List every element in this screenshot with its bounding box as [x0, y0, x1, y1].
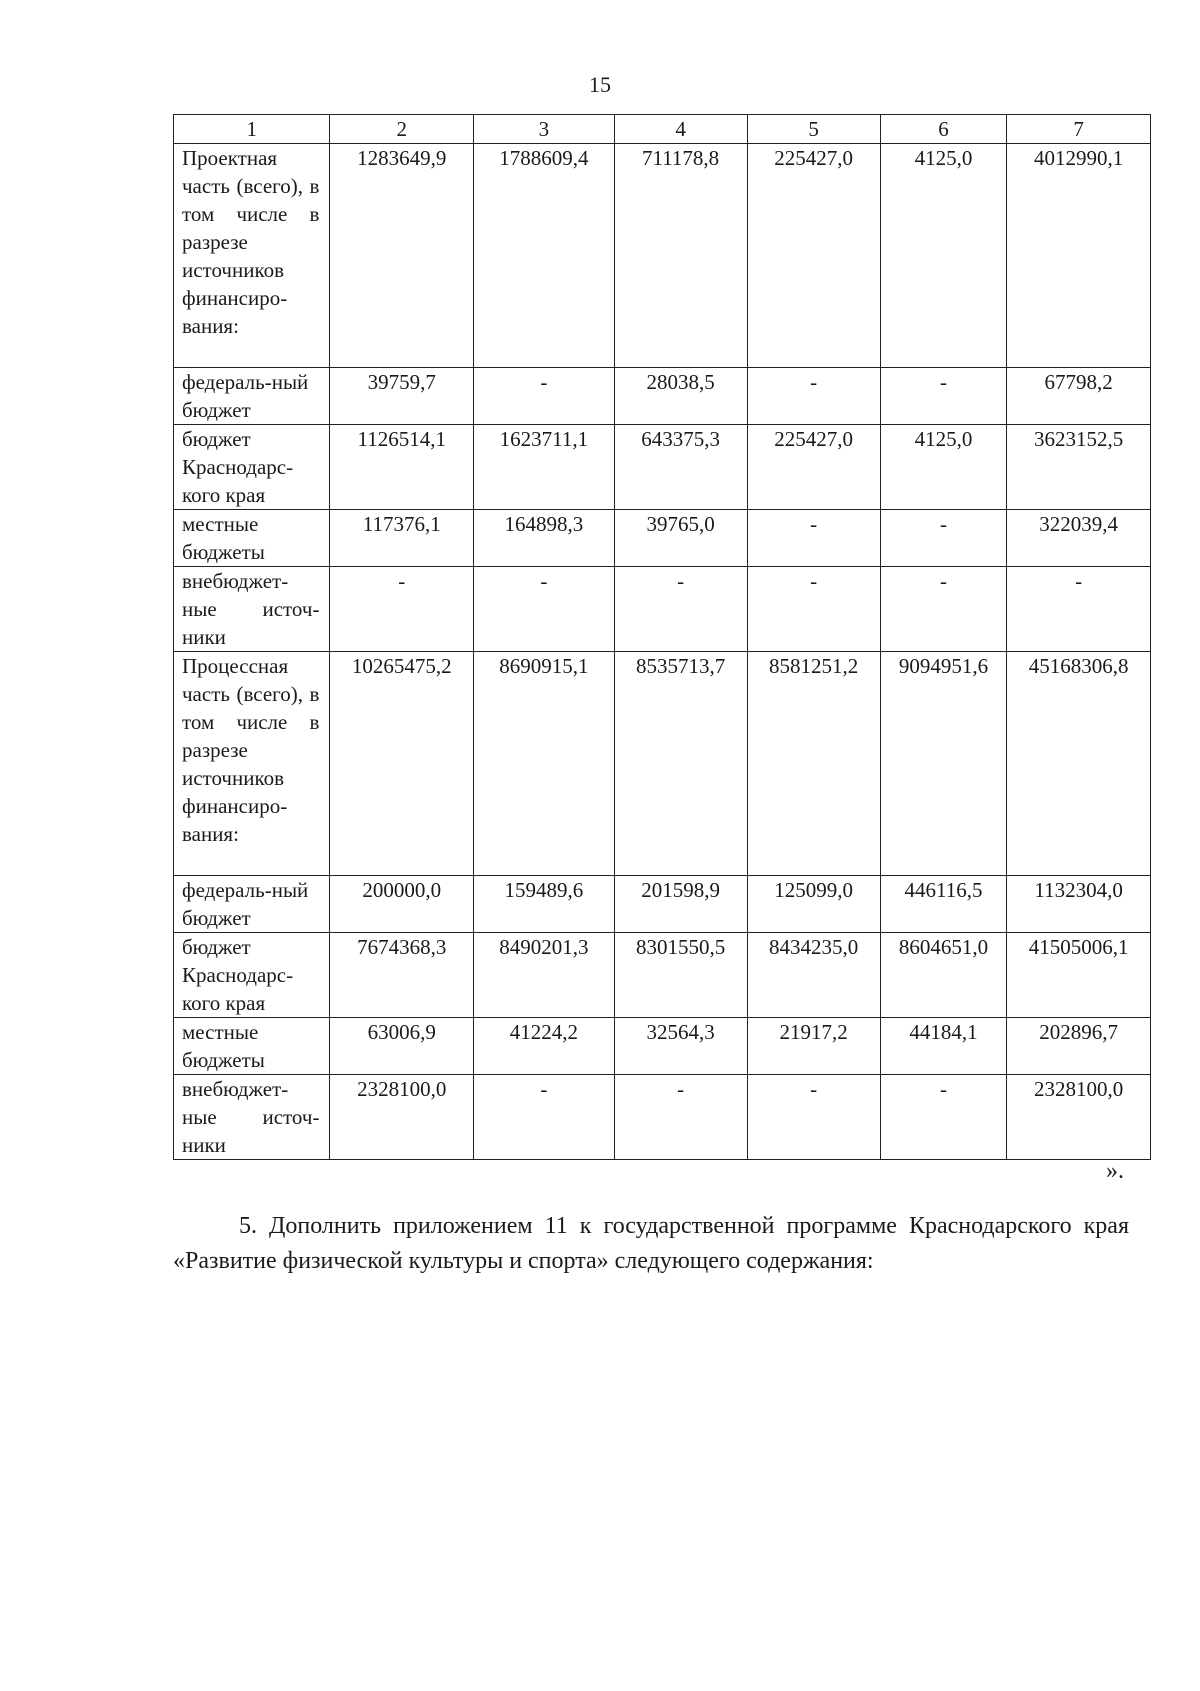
column-header: 3 — [474, 115, 614, 144]
table-row — [174, 510, 1151, 567]
cell-value: 41505006,1 — [1007, 933, 1151, 1018]
cell-value: 8434235,0 — [747, 933, 880, 1018]
cell-value: 8690915,1 — [474, 652, 614, 876]
cell-value: - — [614, 1075, 747, 1160]
cell-value: 3623152,5 — [1007, 425, 1151, 510]
cell-value: 1788609,4 — [474, 144, 614, 368]
cell-value: 21917,2 — [747, 1018, 880, 1075]
cell-value: 41224,2 — [474, 1018, 614, 1075]
cell-value: 8581251,2 — [747, 652, 880, 876]
table-row — [174, 144, 1151, 368]
cell-value: - — [1007, 567, 1151, 652]
cell-value: 643375,3 — [614, 425, 747, 510]
table-row — [174, 1075, 1151, 1160]
table-row — [174, 567, 1151, 652]
cell-value: - — [474, 567, 614, 652]
cell-value: - — [474, 1075, 614, 1160]
cell-value: - — [880, 510, 1007, 567]
cell-value: 2328100,0 — [330, 1075, 474, 1160]
row-label: местные бюджеты — [174, 1018, 330, 1075]
table-row — [174, 876, 1151, 933]
row-label: бюджет Краснодарс-кого края — [174, 933, 330, 1018]
table-row — [174, 933, 1151, 1018]
cell-value: 201598,9 — [614, 876, 747, 933]
cell-value: 4125,0 — [880, 425, 1007, 510]
column-header: 4 — [614, 115, 747, 144]
cell-value: 225427,0 — [747, 425, 880, 510]
cell-value: 711178,8 — [614, 144, 747, 368]
cell-value: 117376,1 — [330, 510, 474, 567]
column-header: 7 — [1007, 115, 1151, 144]
row-label: бюджет Краснодарс-кого края — [174, 425, 330, 510]
cell-value: 1126514,1 — [330, 425, 474, 510]
cell-value: 1623711,1 — [474, 425, 614, 510]
cell-value: 44184,1 — [880, 1018, 1007, 1075]
cell-value: 322039,4 — [1007, 510, 1151, 567]
cell-value: - — [330, 567, 474, 652]
cell-value: 67798,2 — [1007, 368, 1151, 425]
cell-value: 164898,3 — [474, 510, 614, 567]
cell-value: 63006,9 — [330, 1018, 474, 1075]
cell-value: - — [747, 368, 880, 425]
cell-value: - — [880, 368, 1007, 425]
financing-table — [173, 114, 1151, 1160]
column-header: 5 — [747, 115, 880, 144]
column-header: 2 — [330, 115, 474, 144]
paragraph-5: 5. Дополнить приложением 11 к государственной программе Краснодарского края «Развитие физической культуры и спорта» следующего содержания: — [173, 1213, 1129, 1274]
cell-value: 7674368,3 — [330, 933, 474, 1018]
cell-value: 28038,5 — [614, 368, 747, 425]
row-label: Проектная часть (всего), в том числе в разрезе источников финансиро-вания: — [174, 144, 330, 368]
cell-value: 8604651,0 — [880, 933, 1007, 1018]
table-header-row — [174, 115, 1151, 144]
row-label: федераль-ный бюджет — [174, 876, 330, 933]
cell-value: 1132304,0 — [1007, 876, 1151, 933]
row-label: федераль-ный бюджет — [174, 368, 330, 425]
closing-quote: ». — [1106, 1158, 1124, 1184]
cell-value: - — [880, 1075, 1007, 1160]
cell-value: 9094951,6 — [880, 652, 1007, 876]
cell-value: 2328100,0 — [1007, 1075, 1151, 1160]
cell-value: - — [747, 567, 880, 652]
cell-value: 8535713,7 — [614, 652, 747, 876]
cell-value: - — [747, 510, 880, 567]
row-label: Процессная часть (всего), в том числе в разрезе источников финансиро-вания: — [174, 652, 330, 876]
cell-value: 225427,0 — [747, 144, 880, 368]
cell-value: 32564,3 — [614, 1018, 747, 1075]
cell-value: - — [474, 368, 614, 425]
table-row — [174, 652, 1151, 876]
cell-value: - — [614, 567, 747, 652]
column-header: 6 — [880, 115, 1007, 144]
row-label: местные бюджеты — [174, 510, 330, 567]
cell-value: 39759,7 — [330, 368, 474, 425]
cell-value: 446116,5 — [880, 876, 1007, 933]
page-number: 15 — [589, 72, 611, 97]
table-row — [174, 1018, 1151, 1075]
cell-value: 45168306,8 — [1007, 652, 1151, 876]
cell-value: 39765,0 — [614, 510, 747, 567]
cell-value: 125099,0 — [747, 876, 880, 933]
cell-value: 4012990,1 — [1007, 144, 1151, 368]
cell-value: - — [747, 1075, 880, 1160]
row-label: внебюджет-ные источ-ники — [174, 1075, 330, 1160]
table-row — [174, 425, 1151, 510]
cell-value: 8490201,3 — [474, 933, 614, 1018]
cell-value: 10265475,2 — [330, 652, 474, 876]
row-label: внебюджет-ные источ-ники — [174, 567, 330, 652]
cell-value: 159489,6 — [474, 876, 614, 933]
cell-value: 202896,7 — [1007, 1018, 1151, 1075]
column-header: 1 — [174, 115, 330, 144]
cell-value: 1283649,9 — [330, 144, 474, 368]
cell-value: - — [880, 567, 1007, 652]
cell-value: 4125,0 — [880, 144, 1007, 368]
cell-value: 200000,0 — [330, 876, 474, 933]
cell-value: 8301550,5 — [614, 933, 747, 1018]
table-row — [174, 368, 1151, 425]
